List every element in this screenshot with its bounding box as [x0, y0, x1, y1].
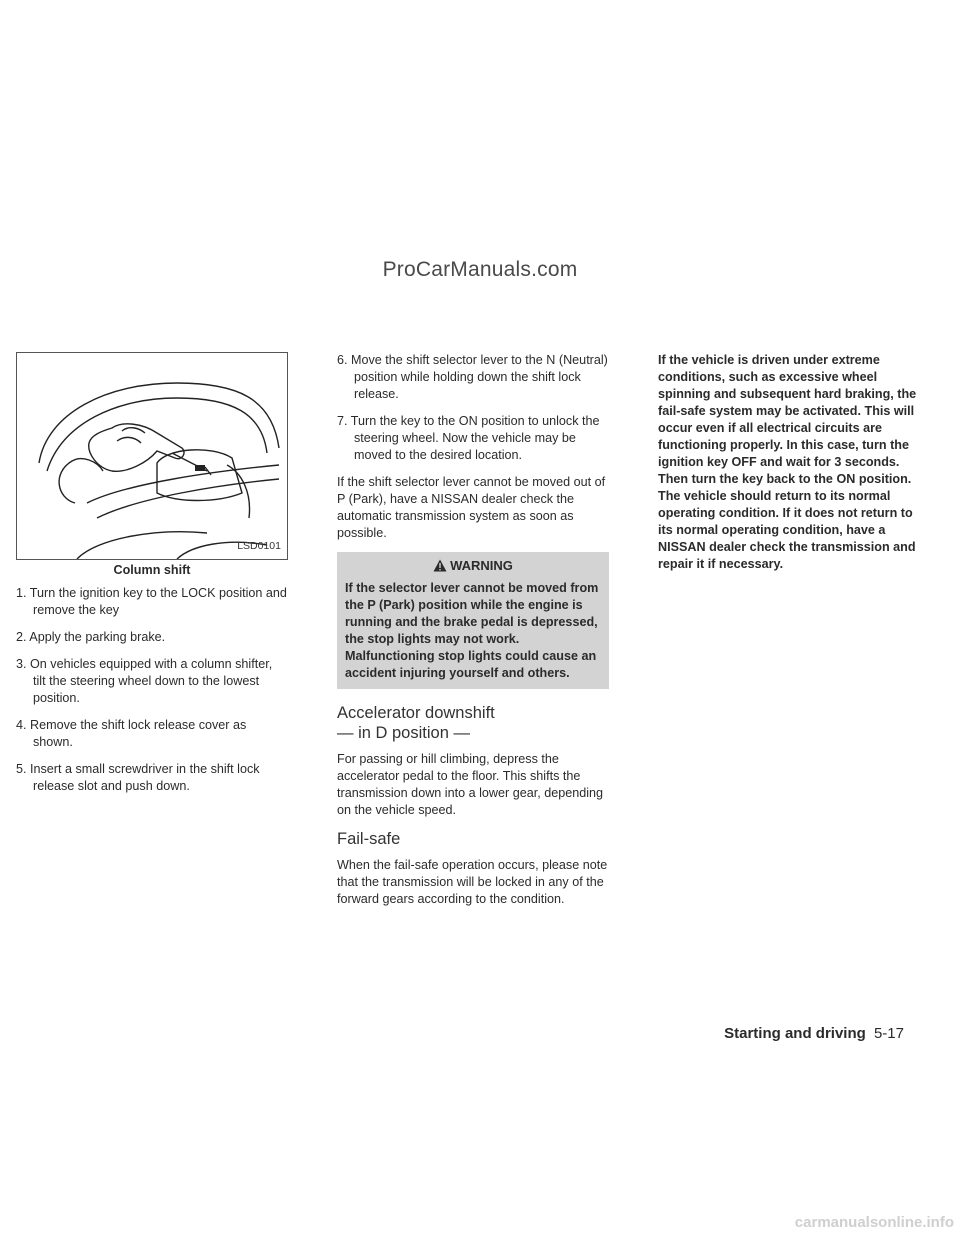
accelerator-heading-line1: Accelerator downshift [337, 704, 495, 722]
accelerator-heading-line2: — in D position — [337, 724, 470, 742]
warning-box [337, 552, 609, 689]
list-item: 2. Apply the parking brake. [16, 630, 166, 644]
accelerator-text: For passing or hill climbing, depress the accelerator pedal to the floor. This shifts the transmission down into a lower gear, depending on the vehicle speed. [337, 752, 604, 817]
warning-triangle-icon [433, 559, 447, 576]
warning-text: If the selector lever cannot be moved from the P (Park) position while the engine is running and the brake pedal is depressed, the stop lights may not work. Malfunctioning stop lights could cause an accident injuring yourself and others. [345, 581, 599, 680]
list-item: 3. On vehicles equipped with a column shifter, tilt the steering wheel down to the lowest position. [16, 657, 273, 705]
list-item: 4. Remove the shift lock release cover as shown. [16, 718, 247, 749]
list-item: 1. Turn the ignition key to the LOCK position and remove the key [16, 586, 287, 617]
page-number: 5-17 [873, 1025, 904, 1042]
figure-column-shift [16, 352, 288, 560]
body-paragraph: If the shift selector lever cannot be moved out of P (Park), have a NISSAN dealer check the automatic transmission system as soon as possible. [337, 475, 606, 540]
steering-column-illustration [17, 353, 287, 559]
page-footer [724, 1025, 904, 1042]
warning-heading [345, 557, 601, 576]
column-3 [658, 352, 930, 573]
figure-code: LSD0101 [237, 540, 281, 552]
failsafe-bold-paragraph: If the vehicle is driven under extreme conditions, such as excessive wheel spinning and subsequent hard braking, the fail-safe system may be activated. This will occur even if all electrical circuits are functioning properly. In this case, turn the ignition key OFF and wait for 3 seconds. Then turn the key back to the ON position. The vehicle should return to its normal operating condition. If it does not return to its normal operating condition, have a NISSAN dealer check the transmission and repair it if necessary. [658, 353, 917, 571]
failsafe-heading: Fail-safe [337, 830, 401, 848]
list-item: 6. Move the shift selector lever to the N (Neutral) position while holding down the shift lock release. [337, 353, 608, 401]
list-item: 7. Turn the key to the ON position to unlock the steering wheel. Now the vehicle may be moved to the desired location. [337, 414, 600, 462]
failsafe-text: When the fail-safe operation occurs, please note that the transmission will be locked in any of the forward gears according to the condition. [337, 858, 608, 906]
figure-caption: Column shift [113, 563, 191, 577]
warning-title: WARNING [450, 558, 513, 573]
watermark-bottom: carmanualsonline.info [794, 1214, 954, 1231]
column-2 [337, 352, 609, 918]
list-item: 5. Insert a small screwdriver in the shift lock release slot and push down. [16, 762, 260, 793]
accelerator-heading [337, 703, 609, 743]
watermark-top: ProCarManuals.com [382, 258, 578, 281]
footer-section: Starting and driving [724, 1025, 866, 1042]
column-1 [16, 352, 288, 805]
